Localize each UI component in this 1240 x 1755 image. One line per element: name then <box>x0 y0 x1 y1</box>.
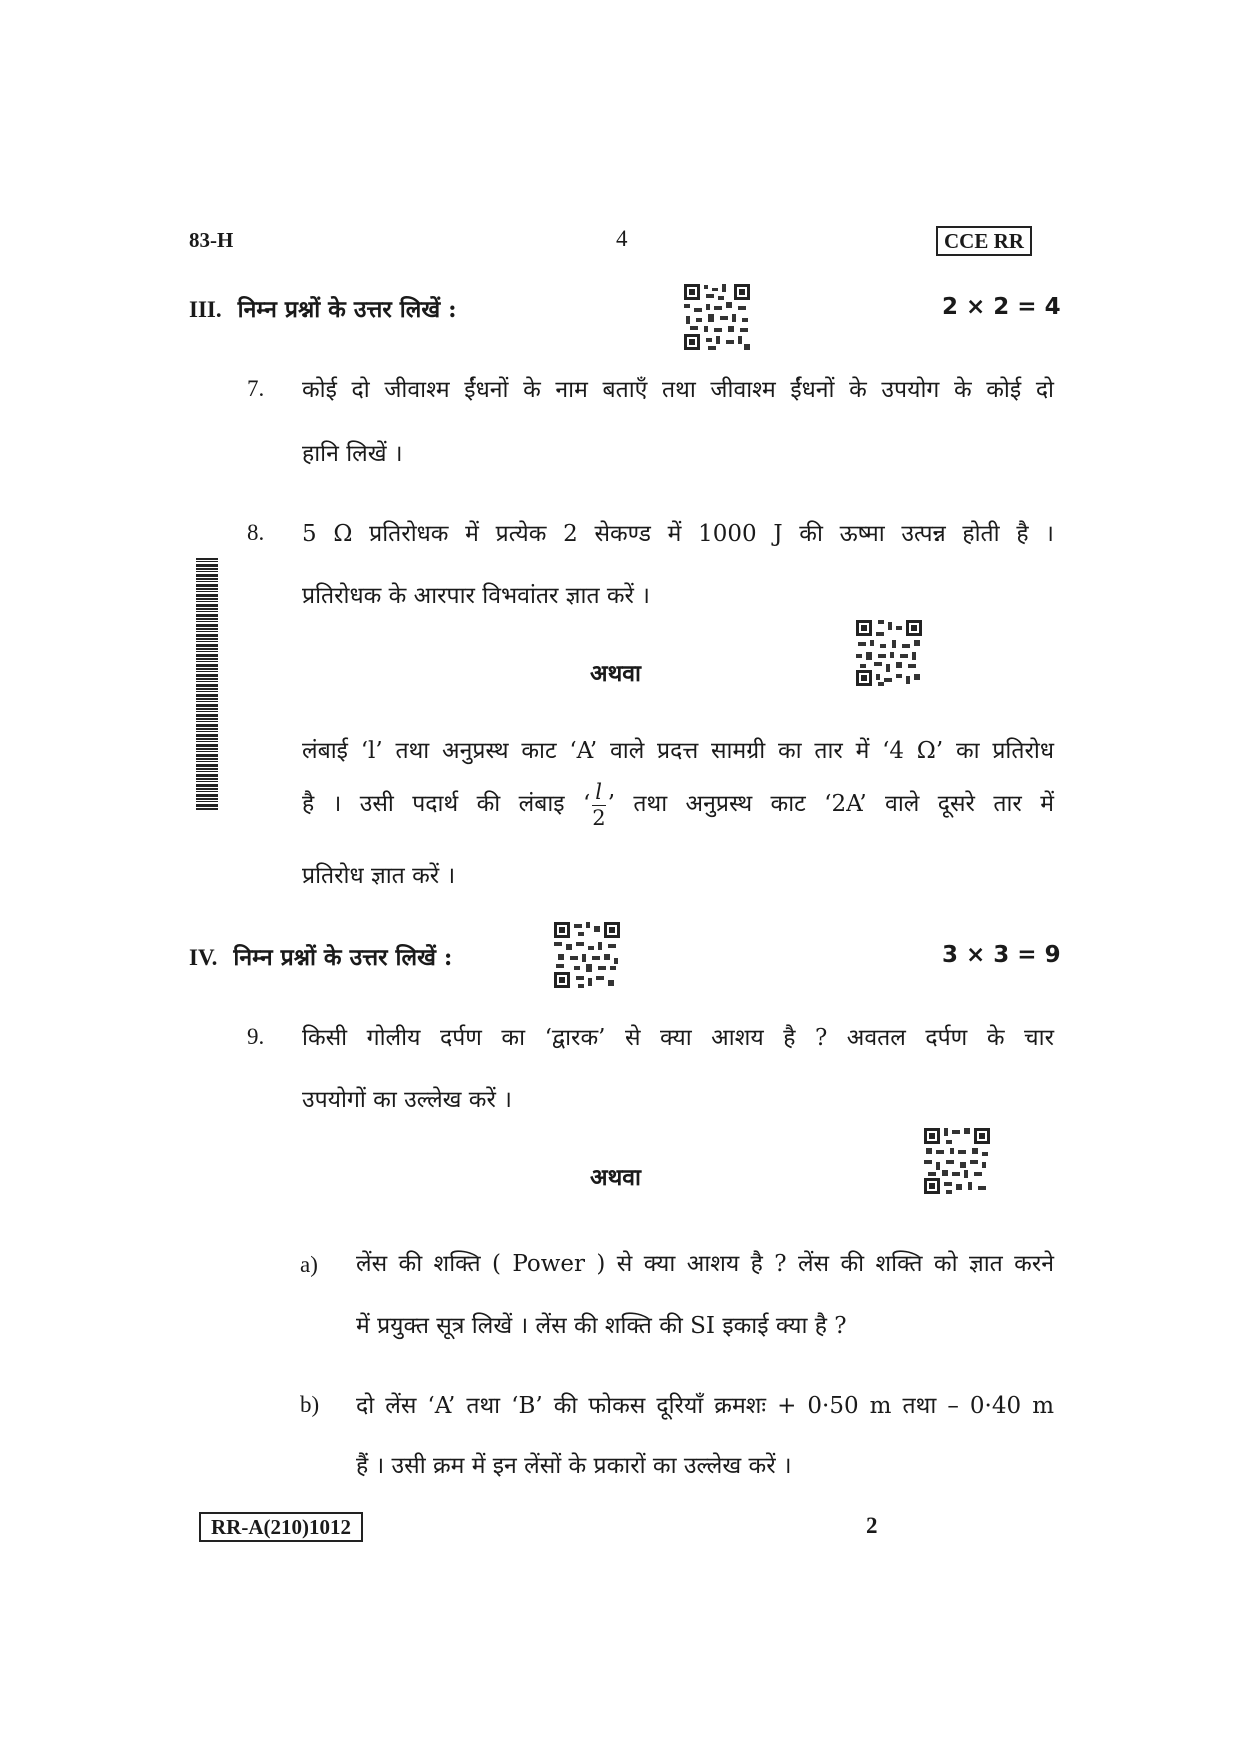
question-9-b-line-1: दो लेंस ‘A’ तथा ‘B’ की फोकस दूरियाँ क्रमशः + 0·50 m तथा – 0·40 m <box>356 1393 1054 1419</box>
section-4-title: निम्न प्रश्नों के उत्तर लिखें : <box>233 944 453 971</box>
section-4-heading <box>189 940 452 972</box>
qr-code-icon <box>922 1126 992 1196</box>
barcode-icon <box>196 558 218 810</box>
question-9-line-1: किसी गोलीय दर्पण का ‘द्वारक’ से क्या आशय है ? अवतल दर्पण के चार <box>302 1025 1054 1051</box>
paper-code: 83-H <box>189 228 234 252</box>
question-8-alt-line-2-end: ’ तथा अनुप्रस्थ काट ‘2A’ वाले दूसरे तार में <box>607 791 1054 817</box>
question-8-line-2: प्रतिरोधक के आरपार विभवांतर ज्ञात करें । <box>302 583 650 609</box>
question-9-b-label: b) <box>300 1392 320 1417</box>
question-8-alt-line-1: लंबाई ‘l’ तथा अनुप्रस्थ काट ‘A’ वाले प्रदत्त सामग्री का तार में ‘4 Ω’ का प्रतिरोध <box>302 738 1054 764</box>
fraction-l-over-2 <box>592 779 606 830</box>
question-8-alt-line-2-start: है । उसी पदार्थ की लंबाइ ‘ <box>302 791 591 817</box>
footer-code-box: RR-A(210)1012 <box>199 1512 363 1542</box>
or-label-q8: अथवा <box>590 660 642 687</box>
question-7-line-2: हानि लिखें । <box>302 441 403 467</box>
question-9-a-label: a) <box>300 1252 318 1277</box>
question-7-number: 7. <box>247 376 265 401</box>
question-9-a-line-2: में प्रयुक्त सूत्र लिखें । लेंस की शक्ति की SI इकाई क्या है ? <box>356 1313 847 1339</box>
question-9-line-2: उपयोगों का उल्लेख करें । <box>302 1087 512 1113</box>
qr-code-icon <box>552 920 622 990</box>
question-8-line-1: 5 Ω प्रतिरोधक में प्रत्येक 2 सेकण्ड में 1000 J की ऊष्मा उत्पन्न होती है । <box>302 521 1054 547</box>
question-9-a-line-1: लेंस की शक्ति ( Power ) से क्या आशय है ? लेंस की शक्ति को ज्ञात करने <box>356 1251 1054 1277</box>
question-8-alt-line-3: प्रतिरोध ज्ञात करें । <box>302 863 456 889</box>
fraction-numerator: l <box>592 782 605 806</box>
section-3-roman: III. <box>189 297 222 322</box>
footer-page-number: 2 <box>866 1513 878 1538</box>
question-9-number: 9. <box>247 1024 265 1049</box>
section-3-heading <box>189 292 457 324</box>
or-label-q9: अथवा <box>590 1164 642 1191</box>
qr-code-icon <box>854 618 924 688</box>
section-3-marks: 2 × 2 = 4 <box>942 294 1061 320</box>
qr-code-icon <box>682 282 752 352</box>
question-8-alt-line-2 <box>302 776 1054 832</box>
series-box: CCE RR <box>936 226 1032 256</box>
question-9-b-line-2: हैं । उसी क्रम में इन लेंसों के प्रकारों का उल्लेख करें । <box>356 1453 792 1479</box>
section-4-marks: 3 × 3 = 9 <box>942 942 1061 968</box>
question-8-number: 8. <box>247 520 265 545</box>
section-3-title: निम्न प्रश्नों के उत्तर लिखें : <box>237 296 457 323</box>
page-number-top: 4 <box>616 226 628 251</box>
fraction-denominator: 2 <box>592 805 606 830</box>
question-7-line-1: कोई दो जीवाश्म ईंधनों के नाम बताएँ तथा जीवाश्म ईंधनों के उपयोग के कोई दो <box>302 377 1054 403</box>
section-4-roman: IV. <box>189 945 218 970</box>
